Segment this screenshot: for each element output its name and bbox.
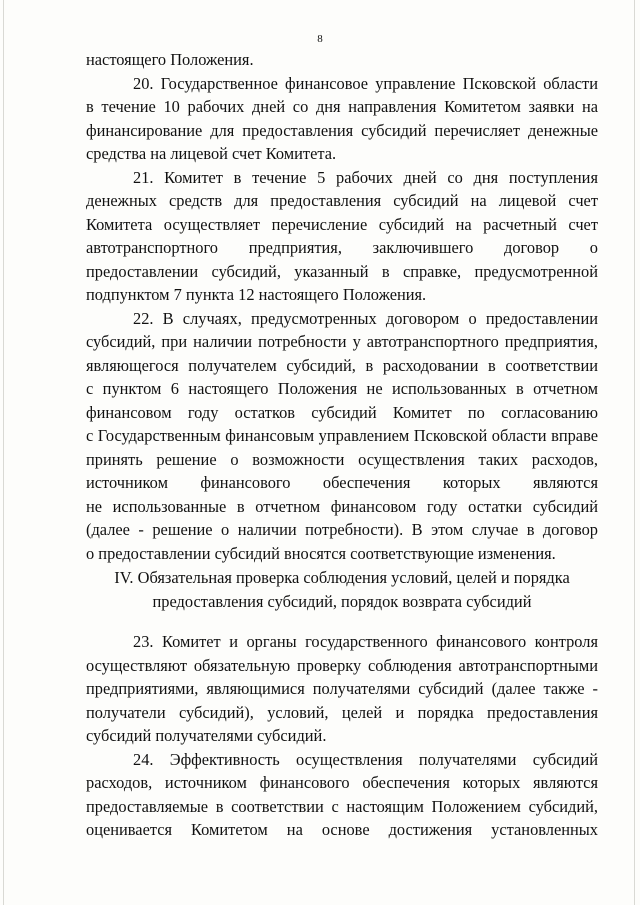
paragraph-22-line: 22. В случаях, предусмотренных договором о предоставлении <box>133 308 598 328</box>
paragraph-20-line: в течение 10 рабочих дней со дня направления Комитетом заявки на <box>86 97 598 116</box>
paragraph-22-line: финансовом году остатков субсидий Комитет по согласованию <box>86 402 598 422</box>
paragraph-23-line: осуществляют обязательную проверку соблюдения автотранспортными <box>86 655 598 675</box>
heading-line: IV. Обязательная проверка соблюдения условий, целей и порядка <box>114 568 570 587</box>
right-scan-edge <box>634 0 635 905</box>
paragraph-20-line: финансирование для предоставления субсидий перечисляет денежные <box>86 120 598 140</box>
paragraph-22-line: источником финансового обеспечения которых являются <box>86 473 598 492</box>
paragraph-24-line: 24. Эффективность осуществления получателями субсидий <box>133 749 598 769</box>
paragraph-21-line: предоставлении субсидий, указанный в справке, предусмотренной <box>86 261 598 281</box>
paragraph-21-line: Комитета осуществляет перечисление субсидий на расчетный счет <box>86 214 598 234</box>
paragraph-22-line: не использованные в отчетном финансовом году остатки субсидий <box>86 496 598 516</box>
paragraph-22-line: (далее - решение о наличии потребности). В этом случае в договор <box>86 520 598 539</box>
paragraph-21-line: денежных средств для предоставления субсидий на лицевой счет <box>86 191 598 210</box>
section-iii-tail <box>86 48 598 565</box>
text-line: настоящего Положения. <box>86 50 254 69</box>
paragraph-23-line: субсидий получателями субсидий. <box>86 726 327 745</box>
paragraph-22-line: принять решение о возможности осуществления таких расходов, <box>86 449 598 469</box>
section-iv-body <box>86 630 598 842</box>
paragraph-21-line: 21. Комитет в течение 5 рабочих дней со дня поступления <box>133 167 598 187</box>
heading-line: предоставления субсидий, порядок возврата субсидий <box>152 591 532 611</box>
paragraph-23-line: предприятиями, являющимися получателями субсидий (далее также - <box>86 679 598 698</box>
paragraph-21-line: подпунктом 7 пункта 12 настоящего Положения. <box>86 285 427 304</box>
paragraph-23-line: получатели субсидий), условий, целей и порядка предоставления <box>86 702 598 722</box>
section-iv-heading <box>86 566 598 613</box>
page-number: 8 <box>317 33 323 45</box>
paragraph-24-line: оценивается Комитетом на основе достижения установленных <box>86 820 598 839</box>
paragraph-20-line: средства на лицевой счет Комитета. <box>86 144 337 163</box>
paragraph-20-line: 20. Государственное финансовое управление Псковской области <box>133 73 598 93</box>
paragraph-24-line: предоставляемые в соответствии с настоящим Положением субсидий, <box>86 796 598 816</box>
paragraph-22-line: с пунктом 6 настоящего Положения не использованных в отчетном <box>86 379 598 398</box>
paragraph-22-line: с Государственным финансовым управлением Псковской области вправе <box>86 426 598 445</box>
paragraph-22-line: субсидий, при наличии потребности у автотранспортного предприятия, <box>86 332 598 351</box>
left-scan-edge <box>3 0 4 905</box>
paragraph-21-line: автотранспортного предприятия, заключившего договор о <box>86 238 598 257</box>
paragraph-22-line: являющегося получателем субсидий, в расходовании в соответствии <box>86 355 598 375</box>
paragraph-24-line: расходов, источником финансового обеспечения которых являются <box>86 773 598 792</box>
paragraph-23-line: 23. Комитет и органы государственного финансового контроля <box>133 632 598 651</box>
paragraph-22-line: о предоставлении субсидий вносятся соответствующие изменения. <box>86 543 556 563</box>
